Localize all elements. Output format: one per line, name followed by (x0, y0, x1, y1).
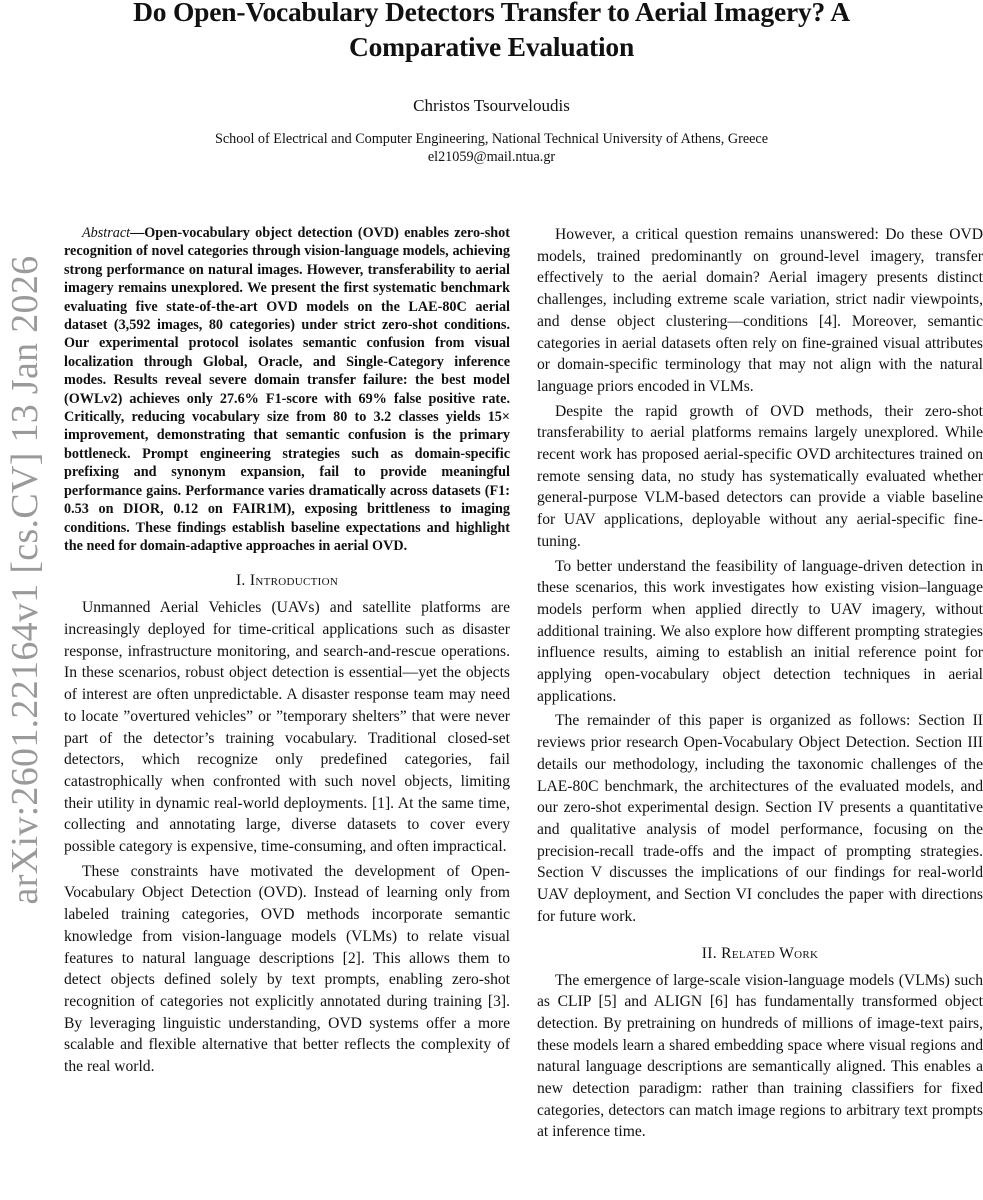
arxiv-identifier-stamp: arXiv:2601.22164v1 [cs.CV] 13 Jan 2026 (4, 255, 46, 905)
author-affiliation-block (0, 130, 983, 166)
section-heading-related-work: II. Related Work (701, 944, 819, 962)
author-email: el21059@mail.ntua.gr (427, 149, 556, 165)
paragraph: The remainder of this paper is organized as follows: Section II reviews prior research Open-Vocabulary Object Detection. Section III details our methodology, including the taxonomic challenges of the LAE-80C benchmark, the architectures of the evaluated models, and our zero-shot experimental design. Section IV presents a quantitative and qualitative analysis of model performance, focusing on the precision-recall trade-offs and the impact of prompting strategies. Section V discusses the implications of our findings for real-world UAV deployment, and Section VI concludes the paper with directions for future work. (537, 712, 983, 925)
right-column (537, 224, 983, 1143)
paragraph: To better understand the feasibility of language-driven detection in these scenarios, this work investigates how existing vision–language models perform when applied directly to UAV imagery, without additional training. We also explore how different prompting strategies influence results, aiming to establish an initial reference point for applying open-vocabulary object detection techniques in aerial applications. (537, 557, 983, 705)
section-heading-introduction: I. Introduction (235, 572, 339, 590)
abstract-dash: — (130, 225, 145, 241)
paragraph: However, a critical question remains unanswered: Do these OVD models, trained predominantly on ground-level imagery, transfer effectively to the aerial domain? Aerial imagery presents distinct challenges, including extreme scale variation, strict nadir viewpoints, and dense object clustering—conditions [4]. Moreover, semantic categories in aerial datasets often rely on fine-grained visual attributes or domain-specific terminology that may not align with the natural language priors encoded in VLMs. (537, 226, 983, 395)
paper-title-line-2: Comparative Evaluation (348, 31, 635, 62)
affiliation: School of Electrical and Computer Engineering, National Technical University of Athens, Greece (214, 131, 769, 147)
paper-title (60, 0, 923, 64)
abstract-label: Abstract (82, 225, 131, 241)
paragraph: The emergence of large-scale vision-language models (VLMs) such as CLIP [5] and ALIGN [6] has fundamentally transformed object detection. By pretraining on hundreds of millions of image-text pairs, these models learn a shared embedding space where visual regions and natural language descriptions are semantically aligned. This enables a new detection paradigm: rather than training classifiers for fixed categories, detectors can match image regions to arbitrary text prompts at inference time. (537, 971, 983, 1141)
abstract-text: Open-vocabulary object detection (OVD) enables zero-shot recognition of novel categories through vision-language models, achieving strong performance on natural images. However, transferability to aerial imagery remains unexplored. We present the first systematic benchmark evaluating five state-of-the-art OVD models on the LAE-80C aerial dataset (3,592 images, 80 categories) under strict zero-shot conditions. Our experimental protocol isolates semantic confusion from visual localization through Global, Oracle, and Single-Category inference modes. Results reveal severe domain transfer failure: the best model (OWLv2) achieves only 27.6% F1-score with 69% false positive rate. Critically, reducing vocabulary size from 80 to 3.2 classes yields 15× improvement, demonstrating that semantic confusion is the primary bottleneck. Prompt engineering strategies such as domain-specific prefixing and synonym expansion, fail to provide meaningful performance gains. Performance varies dramatically across datasets (F1: 0.53 on DIOR, 0.12 on FAIR1M), exposing brittleness to imaging conditions. These findings establish baseline expectations and highlight the need for domain-adaptive approaches in aerial OVD. (64, 225, 510, 554)
left-column (64, 224, 510, 1078)
paper-title-line-1: Do Open-Vocabulary Detectors Transfer to Aerial Imagery? A (133, 0, 850, 27)
paragraph: Unmanned Aerial Vehicles (UAVs) and satellite platforms are increasingly deployed for time-critical applications such as disaster response, infrastructure monitoring, and search-and-rescue operations. In these scenarios, robust object detection is essential—yet the objects of interest are often unpredictable. A disaster response team may need to locate ”overtured vehicles” or ”temporary shelters” that were never part of the detector’s training vocabulary. Traditional closed-set detectors, which recognize only predefined categories, fail catastrophically when confronted with such novel objects, limiting their utility in dynamic real-world deployments. [1]. At the same time, collecting and annotating large, diverse datasets to cover every possible category is expensive, time-consuming, and often impractical. (64, 599, 510, 856)
author-name: Christos Tsourveloudis (413, 96, 570, 115)
paragraph: Despite the rapid growth of OVD methods, their zero-shot transferability to aerial platforms remains largely unexplored. While recent work has proposed aerial-specific OVD architectures trained on remote sensing data, no study has systematically evaluated whether general-purpose VLM-based detectors can provide a viable baseline for UAV applications, deployable without any aerial-specific fine-tuning. (537, 402, 983, 550)
paragraph: These constraints have motivated the development of Open-Vocabulary Object Detection (OVD). Instead of learning only from labeled training categories, OVD methods incorporate semantic knowledge from vision-language models (VLMs) to relate visual features to natural language descriptions [2]. This allows them to detect objects defined solely by text prompts, enabling zero-shot recognition of categories not explicitly annotated during training [3]. By leveraging linguistic understanding, OVD systems offer a more scalable and flexible alternative that better reflects the complexity of the real world. (64, 862, 510, 1076)
abstract (64, 224, 510, 555)
